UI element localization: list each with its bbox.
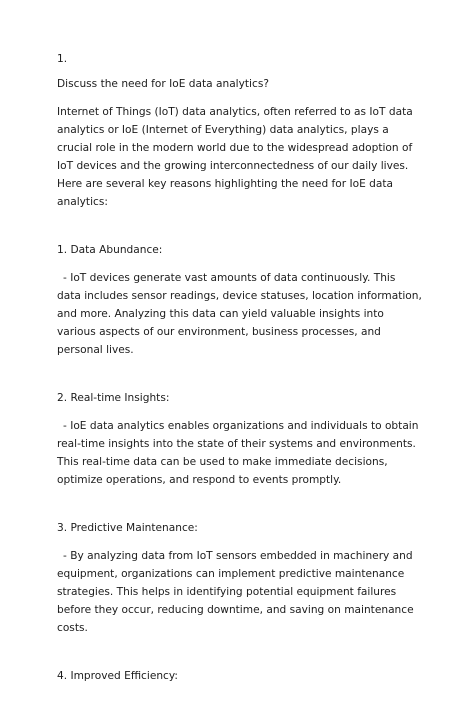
section-title: 2. Real-time Insights: <box>57 392 170 404</box>
section-improved-efficiency <box>57 667 422 685</box>
question-text: Discuss the need for IoE data analytics? <box>57 78 269 90</box>
section-title: 3. Predictive Maintenance: <box>57 522 198 534</box>
section-body: - IoE data analytics enables organizations and individuals to obtain real-time insights into the state of their systems and environments. This real-time data can be used to make immediate decisions, optimize operations, and respond to events promptly. <box>57 420 419 486</box>
section-data-abundance <box>57 241 422 359</box>
question-number: 1. <box>57 53 68 65</box>
section-real-time-insights <box>57 389 422 489</box>
section-title: 4. Improved Efficiency: <box>57 670 178 682</box>
section-predictive-maintenance <box>57 519 422 637</box>
section-body: - By analyzing data from IoT sensors embedded in machinery and equipment, organizations can implement predictive maintenance strategies. This helps in identifying potential equipment failures before they occur, reducing downtime, and saving on maintenance costs. <box>57 550 414 634</box>
intro-paragraph: Internet of Things (IoT) data analytics, often referred to as IoT data analytics or IoE (Internet of Everything) data analytics, plays a crucial role in the modern world due to the widespread adoption of IoT devices and the growing interconnectedness of our daily lives. Here are several key reasons highlighting the need for IoE data analytics: <box>57 106 413 208</box>
section-title: 1. Data Abundance: <box>57 244 163 256</box>
document-content <box>57 50 422 715</box>
section-body: - IoT devices generate vast amounts of data continuously. This data includes sensor readings, device statuses, location information, and more. Analyzing this data can yield valuable insights into various aspects of our environment, business processes, and personal lives. <box>57 272 422 356</box>
